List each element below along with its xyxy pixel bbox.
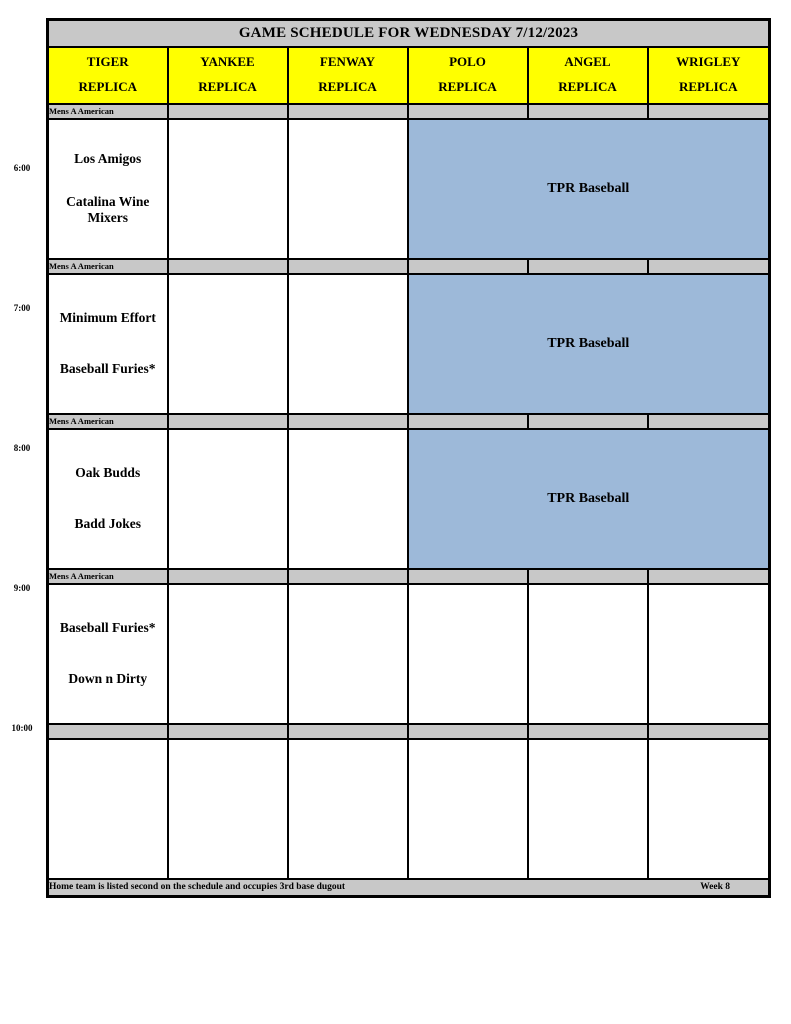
game-cell-yankee-8[interactable] [168,429,288,569]
division-row-9 [48,569,770,584]
division-row-7 [48,259,770,274]
division-spacer [168,414,288,429]
game-cell-angel-9[interactable] [528,584,648,724]
division-spacer [528,104,648,119]
game-cell-tiger-8[interactable] [48,429,168,569]
division-spacer [288,259,408,274]
game-cell-angel-10[interactable] [528,739,648,879]
game-cell-tiger-7[interactable] [48,274,168,414]
field-name-line1: TIGER [86,54,129,70]
division-spacer [648,569,770,584]
schedule-container [46,18,768,898]
game-cell-wrigley-10[interactable] [648,739,770,879]
game-row-7 [48,274,770,414]
time-label-7: 7:00 [13,303,31,313]
page-title: GAME SCHEDULE FOR WEDNESDAY 7/12/2023 [48,20,770,47]
field-header-fenway [288,47,408,104]
game-cell-tiger-10[interactable] [48,739,168,879]
division-spacer [528,414,648,429]
away-team: Oak Budds [75,464,141,480]
game-row-6 [48,119,770,259]
game-cell-tiger-9[interactable] [48,584,168,724]
game-row-8 [48,429,770,569]
game-cell-fenway-9[interactable] [288,584,408,724]
footer [48,879,770,897]
field-name-line1: ANGEL [564,54,611,70]
division-label: Mens A American [48,414,168,429]
home-team: Badd Jokes [74,515,141,531]
footer-note: Home team is listed second on the schedule and occupies 3rd base dugout [49,882,346,893]
field-header-wrigley [648,47,770,104]
division-spacer [288,104,408,119]
time-label-6: 6:00 [13,163,31,173]
time-label-8: 8:00 [13,443,31,453]
game-cell-yankee-6[interactable] [168,119,288,259]
division-spacer [168,259,288,274]
game-cell-fenway-6[interactable] [288,119,408,259]
division-spacer [648,414,770,429]
division-spacer [408,259,528,274]
away-team: Baseball Furies* [59,619,156,635]
division-spacer [408,414,528,429]
division-spacer [168,104,288,119]
division-spacer [288,569,408,584]
home-team: Baseball Furies* [59,360,156,376]
division-spacer [648,104,770,119]
away-team: Los Amigos [74,150,142,166]
time-label-10: 10:00 [11,723,33,733]
division-label: Mens A American [48,104,168,119]
game-cell-fenway-8[interactable] [288,429,408,569]
game-cell-yankee-9[interactable] [168,584,288,724]
field-header-polo [408,47,528,104]
game-row-10 [48,739,770,879]
field-name-line2: REPLICA [318,79,377,94]
tpr-baseball-block-7: TPR Baseball [408,274,770,414]
division-spacer [408,724,528,739]
division-spacer [648,259,770,274]
game-cell-polo-10[interactable] [408,739,528,879]
game-cell-tiger-6[interactable] [48,119,168,259]
division-row-10 [48,724,770,739]
title-row [48,20,770,47]
game-cell-polo-9[interactable] [408,584,528,724]
field-name-line1: YANKEE [200,54,255,70]
field-header-angel [528,47,648,104]
division-spacer [528,724,648,739]
field-header-tiger [48,47,168,104]
division-row-8 [48,414,770,429]
tpr-baseball-block-8: TPR Baseball [408,429,770,569]
division-spacer [648,724,770,739]
division-spacer [528,569,648,584]
tpr-baseball-block-6: TPR Baseball [408,119,770,259]
field-name-line2: REPLICA [78,79,137,94]
field-name-line1: FENWAY [319,54,376,70]
field-name-line1: WRIGLEY [676,54,741,70]
division-spacer [288,724,408,739]
game-cell-yankee-7[interactable] [168,274,288,414]
game-cell-yankee-10[interactable] [168,739,288,879]
field-name-line2: REPLICA [558,79,617,94]
home-team: Catalina Wine Mixers [66,193,150,225]
game-cell-wrigley-9[interactable] [648,584,770,724]
division-label [48,724,168,739]
week-label: Week 8 [700,882,731,893]
field-name-line2: REPLICA [198,79,257,94]
game-cell-fenway-10[interactable] [288,739,408,879]
division-spacer [528,259,648,274]
away-team: Minimum Effort [59,309,156,325]
division-row-6 [48,104,770,119]
division-spacer [288,414,408,429]
time-label-9: 9:00 [13,583,31,593]
field-name-line2: REPLICA [679,79,738,94]
division-spacer [408,104,528,119]
field-header-yankee [168,47,288,104]
division-label: Mens A American [48,569,168,584]
schedule-table [46,18,771,898]
division-spacer [408,569,528,584]
field-name-line2: REPLICA [438,79,497,94]
division-label: Mens A American [48,259,168,274]
division-spacer [168,569,288,584]
field-name-line1: POLO [449,54,486,70]
footer-row [48,879,770,897]
game-cell-fenway-7[interactable] [288,274,408,414]
field-header-row [48,47,770,104]
home-team: Down n Dirty [68,670,148,686]
division-spacer [168,724,288,739]
game-row-9 [48,584,770,724]
